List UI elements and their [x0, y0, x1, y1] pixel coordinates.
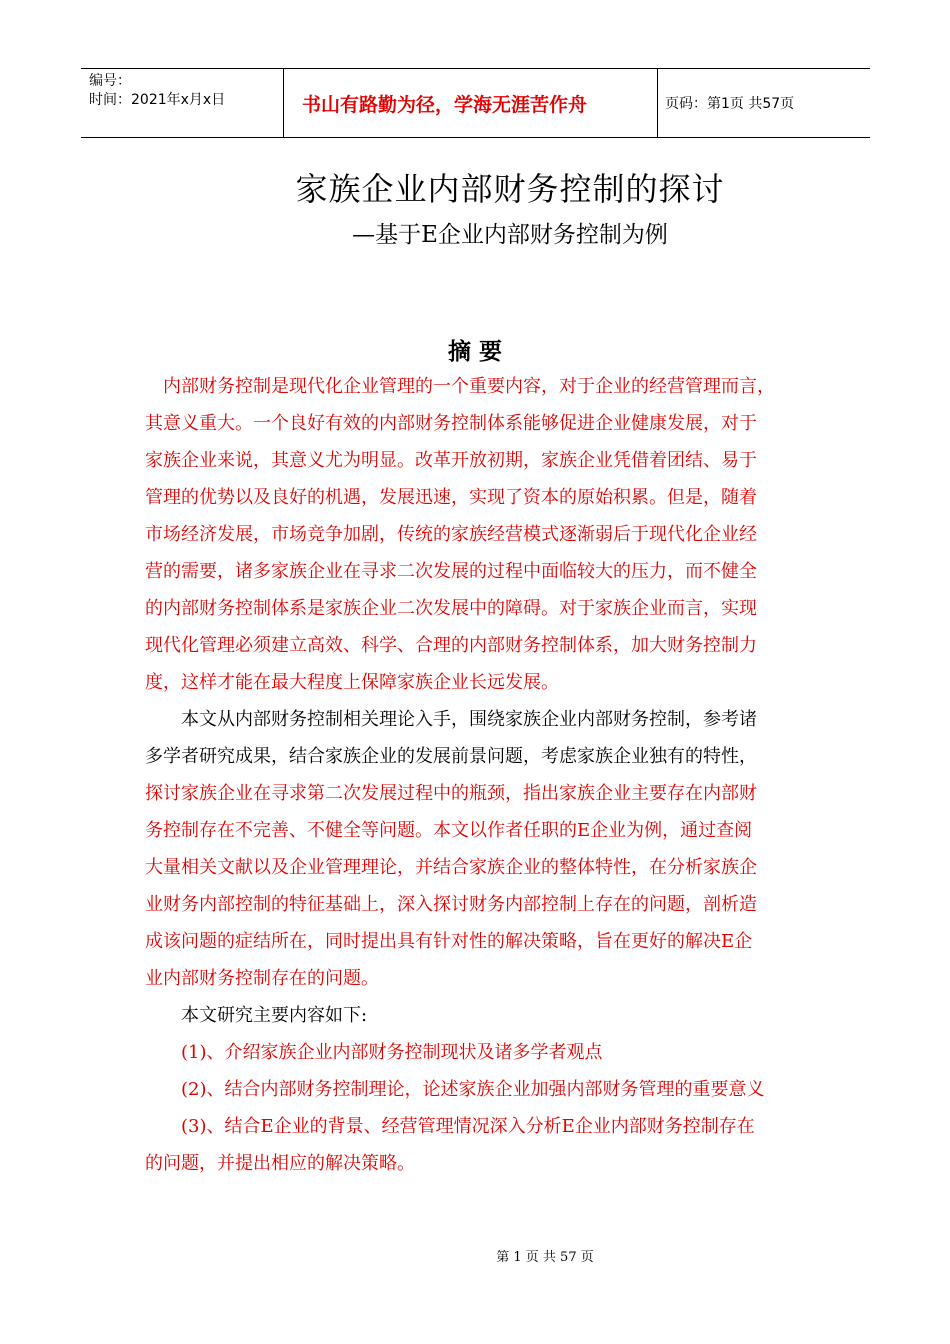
text-line: 业内部财务控制存在的问题。 — [145, 968, 379, 989]
text-line: 市场经济发展，市场竞争加剧，传统的家族经营模式逐渐弱后于现代化企业经 — [145, 524, 757, 545]
paragraph-1 — [145, 368, 815, 701]
text-line: 成该问题的症结所在，同时提出具有针对性的解决策略，旨在更好的解决E企 — [145, 931, 753, 952]
text-line: 内部财务控制是现代化企业管理的一个重要内容，对于企业的经营管理而言， — [163, 376, 775, 397]
header-page-info: 页码：第1页 共57页 — [665, 96, 795, 112]
page-footer: 第 1 页 共 57 页 — [496, 1250, 594, 1265]
list-item: (1)、介绍家族企业内部财务控制现状及诸多学者观点 — [181, 1042, 603, 1063]
text-line: 现代化管理必须建立高效、科学、合理的内部财务控制体系，加大财务控制力 — [145, 635, 757, 656]
text-line: 其意义重大。一个良好有效的内部财务控制体系能够促进企业健康发展，对于 — [145, 413, 757, 434]
paragraph-2 — [145, 701, 815, 997]
text-line: 本文研究主要内容如下: — [181, 1005, 368, 1026]
document-title: 家族企业内部财务控制的探讨 — [295, 170, 725, 208]
text-line: 务控制存在不完善、不健全等问题。本文以作者任职的E企业为例，通过查阅 — [145, 820, 753, 841]
text-line: 营的需要，诸多家族企业在寻求二次发展的过程中面临较大的压力，而不健全 — [145, 561, 757, 582]
list-item: (2)、结合内部财务控制理论，论述家族企业加强内部财务管理的重要意义 — [181, 1079, 765, 1100]
text-line: 的内部财务控制体系是家族企业二次发展中的障碍。对于家族企业而言，实现 — [145, 598, 757, 619]
header-meta — [81, 69, 283, 137]
number-label: 编号： — [89, 73, 131, 89]
header-table — [81, 68, 870, 138]
time-label: 时间：2021年x月x日 — [89, 92, 226, 108]
text-line: 本文从内部财务控制相关理论入手，围绕家族企业内部财务控制，参考诸 — [181, 709, 757, 730]
abstract-body — [145, 368, 815, 1182]
paragraph-3 — [145, 997, 815, 1182]
text-line: 探讨家族企业在寻求第二次发展过程中的瓶颈，指出家族企业主要存在内部财 — [145, 783, 757, 804]
abstract-heading: 摘 要 — [447, 339, 502, 365]
text-line: 多学者研究成果，结合家族企业的发展前景问题，考虑家族企业独有的特性， — [145, 746, 757, 767]
list-item: (3)、结合E企业的背景、经营管理情况深入分析E企业内部财务控制存在 — [181, 1116, 755, 1137]
document-subtitle: —基于E企业内部财务控制为例 — [352, 222, 668, 248]
text-line: 业财务内部控制的特征基础上，深入探讨财务内部控制上存在的问题，剖析造 — [145, 894, 757, 915]
text-line: 大量相关文献以及企业管理理论，并结合家族企业的整体特性，在分析家族企 — [145, 857, 757, 878]
header-motto: 书山有路勤为径，学海无涯苦作舟 — [283, 69, 658, 137]
text-line: 家族企业来说，其意义尤为明显。改革开放初期，家族企业凭借着团结、易于 — [145, 450, 757, 471]
text-line: 度，这样才能在最大程度上保障家族企业长远发展。 — [145, 672, 559, 693]
text-line: 的问题，并提出相应的解决策略。 — [145, 1153, 415, 1174]
text-line: 管理的优势以及良好的机遇，发展迅速，实现了资本的原始积累。但是，随着 — [145, 487, 757, 508]
